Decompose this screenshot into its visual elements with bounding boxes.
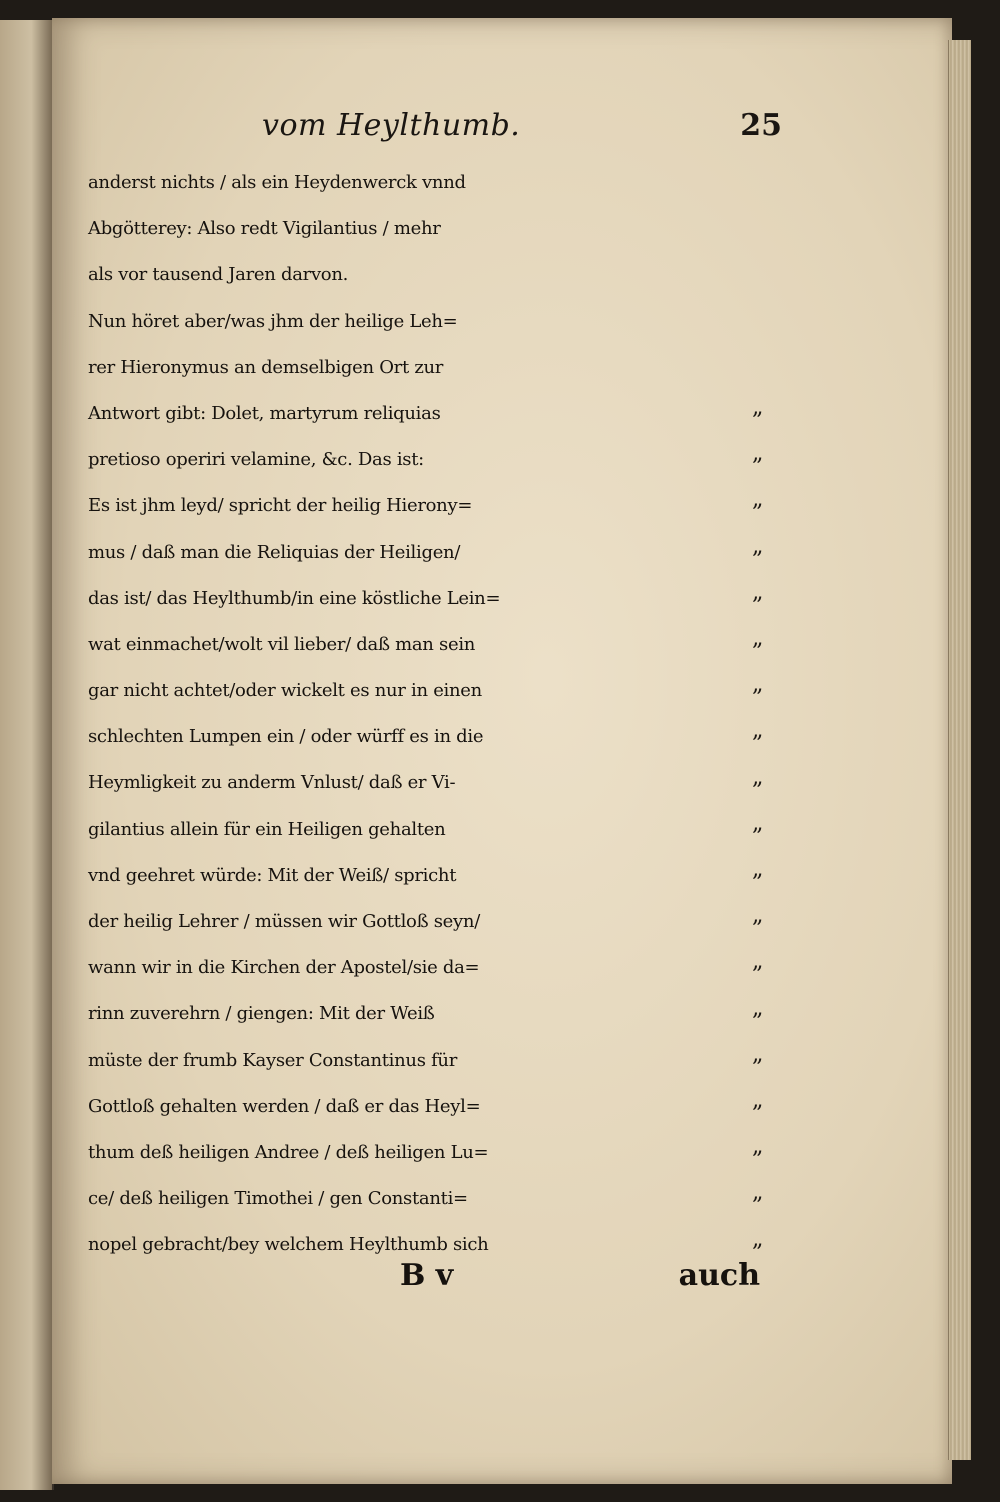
quote-mark: „ [752,1041,764,1067]
quote-mark: „ [752,857,764,882]
page-header [262,108,782,150]
quote-mark: „ [752,1180,764,1206]
quote-mark: „ [752,1134,764,1160]
text-line: Antwort gibt: Dolet, martyrum reliquias [88,402,441,424]
text-line: wat einmachet/wolt vil lieber/ daß man sein [88,633,476,655]
catchword: auch [678,1258,760,1293]
text-line: Nun höret aber/was jhm der heilige Leh= [88,310,458,332]
quote-mark: „ [752,810,764,836]
text-line: Abgötterey: Also redt Vigilantius / mehr [88,218,441,240]
quote-mark: „ [752,672,764,698]
quote-mark: „ [752,949,764,975]
text-line: rinn zuverehrn / giengen: Mit der Weiß [88,1003,435,1025]
text-line: Gottloß gehalten werden / daß er das Heyl= [88,1095,481,1117]
text-line: vnd geehret würde: Mit der Weiß/ spricht [88,864,457,886]
running-title: vom Heylthumb. [262,108,521,143]
quote-mark: „ [752,441,764,467]
text-line: ce/ deß heiligen Timothei / gen Constanti= [88,1188,468,1210]
quote-mark: „ [752,533,764,559]
quote-mark: „ [752,995,764,1021]
text-line: müste der frumb Kayser Constantinus für [88,1049,458,1071]
text-line: gar nicht achtet/oder wickelt es nur in einen [88,680,482,702]
left-page-edge [0,20,54,1490]
page-number: 25 [740,108,782,143]
text-line: thum deß heiligen Andree / deß heiligen Lu= [88,1141,489,1163]
text-line: anderst nichts / als ein Heydenwerck vnnd [88,172,466,193]
quote-mark: „ [752,395,764,420]
text-line: Heymligkeit zu anderm Vnlust/ daß er Vi- [88,772,456,794]
page-footer [400,1258,760,1304]
text-line: das ist/ das Heylthumb/in eine köstliche Lein= [88,587,501,609]
text-line: nopel gebracht/bey welchem Heylthumb sich [88,1234,489,1256]
quote-mark: „ [752,1226,764,1252]
text-line: rer Hieronymus an demselbigen Ort zur [88,356,444,378]
quote-mark: „ [752,903,764,929]
page-fore-edge [948,40,971,1460]
quote-mark: „ [752,764,764,790]
text-line: gilantius allein für ein Heiligen gehalten [88,818,446,840]
quote-mark: „ [752,626,764,651]
text-line: der heilig Lehrer / müssen wir Gottloß seyn/ [88,911,480,932]
quote-mark: „ [752,487,764,513]
signature-mark: B v [400,1258,454,1293]
text-line: schlechten Lumpen ein / oder würff es in die [88,726,484,748]
quote-mark: „ [752,718,764,744]
text-line: mus / daß man die Reliquias der Heiligen/ [88,541,461,563]
quote-mark: „ [752,1088,764,1113]
text-line: wann wir in die Kirchen der Apostel/sie da= [88,957,480,979]
text-line: Es ist jhm leyd/ spricht der heilig Hierony= [88,495,473,517]
quote-mark: „ [752,579,764,605]
text-line: pretioso operiri velamine, &c. Das ist: [88,449,424,471]
body-text [88,160,788,1269]
text-line: als vor tausend Jaren darvon. [88,264,349,286]
